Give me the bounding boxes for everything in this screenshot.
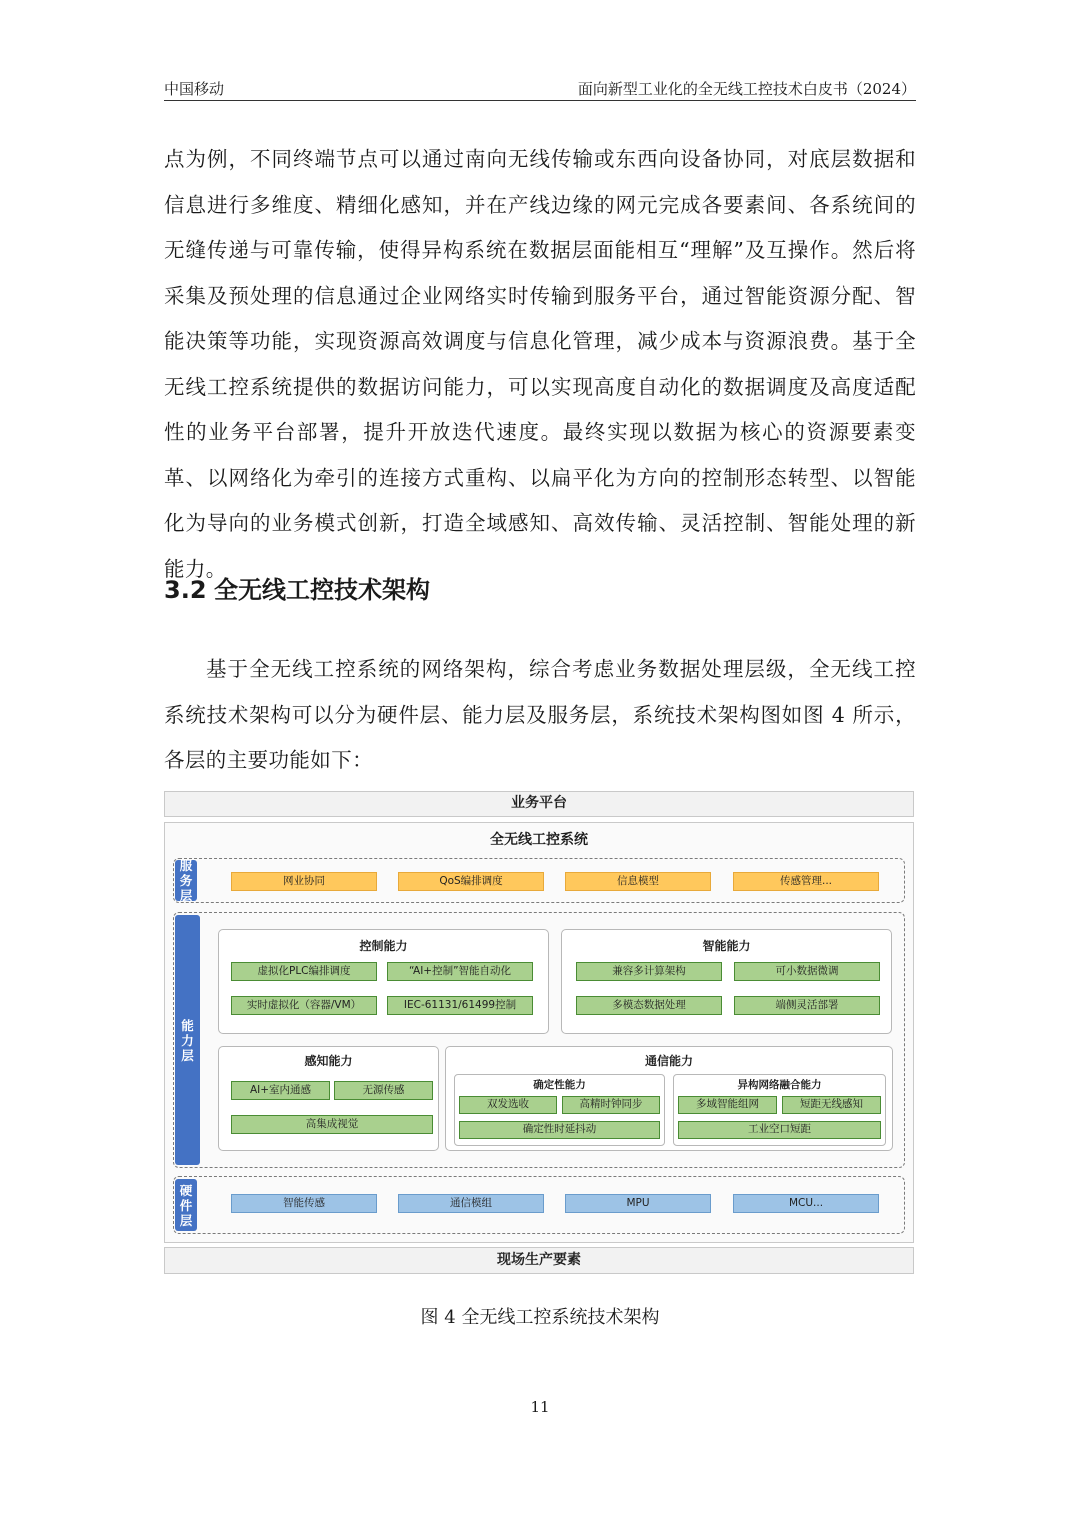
capability-item: 无源传感 (334, 1081, 433, 1100)
capability-item: 短距无线感知 (782, 1096, 881, 1114)
heterogeneous-subpanel (673, 1074, 886, 1146)
capability-item: 虚拟化PLC编排调度 (231, 962, 377, 981)
communication-capability-panel (445, 1046, 893, 1151)
hardware-item: MCU... (733, 1194, 879, 1213)
panel-title: 通信能力 (644, 1054, 693, 1068)
field-production-bar: 现场生产要素 (164, 1247, 914, 1274)
capability-item: 高集成视觉 (231, 1115, 433, 1134)
section-title: 全无线工控技术架构 (214, 576, 430, 604)
system-box (164, 822, 914, 1243)
system-title: 全无线工控系统 (490, 832, 588, 848)
capability-item: 高精时钟同步 (562, 1096, 660, 1114)
capability-item: 兼容多计算架构 (576, 962, 722, 981)
figure-caption: 图 4 全无线工控系统技术架构 (420, 1307, 660, 1328)
page-header (164, 76, 916, 101)
capability-item: 端侧灵活部署 (734, 996, 880, 1015)
capability-item: 多模态数据处理 (576, 996, 722, 1015)
service-item: QoS编排调度 (398, 872, 544, 891)
subpanel-title: 异构网络融合能力 (737, 1079, 822, 1091)
capability-item: 多域智能组网 (678, 1096, 777, 1114)
service-layer-label: 服 务 层 (175, 860, 197, 901)
capability-item: AI+室内通感 (231, 1081, 330, 1100)
hardware-item: MPU (565, 1194, 711, 1213)
capability-item: 双发选收 (459, 1096, 557, 1114)
capability-layer-label: 能 力 层 (175, 915, 200, 1165)
control-capability-panel (218, 929, 549, 1034)
capability-item: “AI+控制”智能自动化 (387, 962, 533, 981)
business-platform-bar: 业务平台 (164, 791, 914, 817)
capability-item: 确定性时延抖动 (459, 1121, 660, 1139)
panel-title: 感知能力 (304, 1054, 353, 1068)
body-paragraph: 基于全无线工控系统的网络架构，综合考虑业务数据处理层级，全无线工控系统技术架构可以分为硬件层、能力层及服务层，系统技术架构图如图 4 所示，各层的主要功能如下： (164, 657, 916, 772)
capability-item: 实时虚拟化（容器/VM） (231, 996, 377, 1015)
capability-item: 工业空口短距 (678, 1121, 881, 1139)
section-number: 3.2 (164, 576, 207, 604)
page-number: 11 (530, 1398, 550, 1416)
hardware-layer-label: 硬 件 层 (175, 1179, 197, 1231)
capability-item: IEC-61131/61499控制 (387, 996, 533, 1015)
panel-title: 智能能力 (702, 939, 751, 953)
header-org: 中国移动 (164, 80, 225, 98)
header-doc-title: 面向新型工业化的全无线工控技术白皮书（2024） (577, 80, 916, 98)
section-heading (164, 570, 430, 605)
hardware-item: 通信模组 (398, 1194, 544, 1213)
architecture-figure (164, 791, 914, 1275)
capability-item: 可小数据微调 (734, 962, 880, 981)
panel-title: 控制能力 (359, 939, 408, 953)
service-item: 传感管理... (733, 872, 879, 891)
body-paragraph: 点为例，不同终端节点可以通过南向无线传输或东西向设备协同，对底层数据和信息进行多维度、精细化感知，并在产线边缘的网元完成各要素间、各系统间的无缝传递与可靠传输，使得异构系统在数据层面能相互“理解”及互操作。然后将采集及预处理的信息通过企业网络实时传输到服务平台，通过智能资源分配、智能决策等功能，实现资源高效调度与信息化管理，减少成本与资源浪费。基于全无线工控系统提供的数据访问能力，可以实现高度自动化的数据调度及高度适配性的业务平台部署，提升开放迭代速度。最终实现以数据为核心的资源要素变革、以网络化为牵引的连接方式重构、以扁平化为方向的控制形态转型、以智能化为导向的业务模式创新，打造全域感知、高效传输、灵活控制、智能处理的新能力。 (164, 147, 916, 581)
service-item: 信息模型 (565, 872, 711, 891)
deterministic-subpanel (454, 1074, 665, 1146)
subpanel-title: 确定性能力 (533, 1079, 586, 1091)
service-item: 网业协同 (231, 872, 377, 891)
hardware-item: 智能传感 (231, 1194, 377, 1213)
intelligence-capability-panel (561, 929, 892, 1034)
sensing-capability-panel (218, 1046, 439, 1151)
